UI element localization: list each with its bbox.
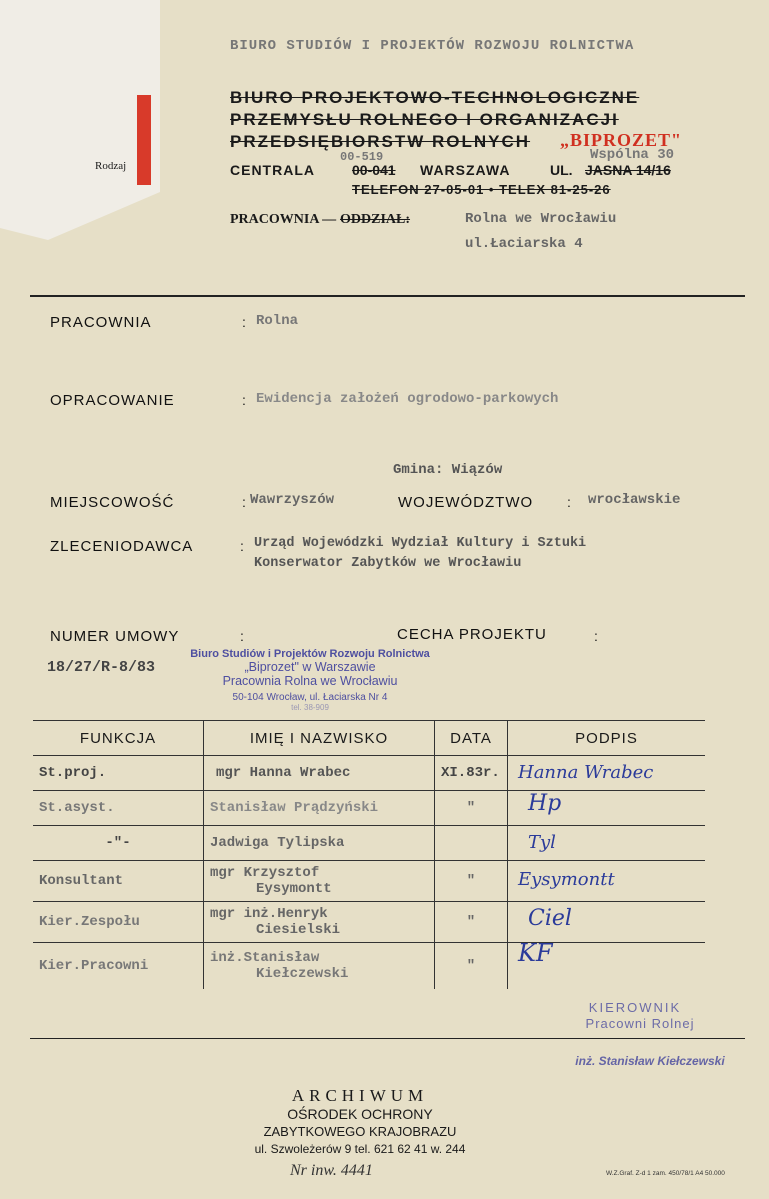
zleceniodawca-colon: : <box>240 538 244 554</box>
opracowanie-colon: : <box>242 392 246 408</box>
wojewodztwo-label: WOJEWÓDZTWO <box>398 494 534 511</box>
table-row <box>33 826 705 861</box>
archive-line-2: OŚRODEK OCHRONY <box>287 1106 433 1122</box>
signature-3: Tyl <box>528 832 556 853</box>
zleceniodawca-label: ZLECENIODAWCA <box>50 538 194 555</box>
row-6-podpis <box>508 939 706 990</box>
table-row <box>33 791 705 826</box>
brand-name: „BIPROZET" <box>560 130 683 150</box>
table-bottom-line <box>30 1038 745 1039</box>
row-5-podpis <box>508 902 706 943</box>
postcode-old: 00-041 <box>352 162 396 178</box>
pracownia-header-address: ul.Łaciarska 4 <box>465 236 583 252</box>
row-2-name: Stanisław Prądzyński <box>204 791 435 826</box>
cecha-projektu-label: CECHA PROJEKTU <box>397 626 547 643</box>
row-2-data: " <box>435 791 508 826</box>
signature-2: Hp <box>528 791 562 816</box>
row-2-funkcja: St.asyst. <box>33 791 204 826</box>
row-4-funkcja: Konsultant <box>33 861 204 902</box>
header-divider <box>30 295 745 297</box>
row-4-name <box>204 861 435 902</box>
header-top-line: BIURO STUDIÓW I PROJEKTÓW ROZWOJU ROLNICTWA <box>230 38 635 54</box>
table-row <box>33 861 705 902</box>
opracowanie-value: Ewidencja założeń ogrodowo-parkowych <box>256 391 559 407</box>
folded-paper-corner <box>0 0 160 240</box>
table-row <box>33 756 705 791</box>
row-6-funkcja: Kier.Pracowni <box>33 943 204 990</box>
signature-4: Eysymontt <box>518 869 615 890</box>
oddzial-label: ODDZIAŁ: <box>340 212 411 227</box>
row-1-podpis <box>508 756 706 791</box>
opracowanie-label: OPRACOWANIE <box>50 392 175 409</box>
row-5-name <box>204 902 435 943</box>
row-4-data: " <box>435 861 508 902</box>
pracownia-label: PRACOWNIA <box>50 314 152 331</box>
row-3-funkcja: -"- <box>33 826 204 861</box>
row-1-name: mgr Hanna Wrabec <box>204 756 435 791</box>
stamp-line-1: Biuro Studiów i Projektów Rozwoju Rolnictwa <box>190 648 430 660</box>
red-tab <box>137 95 151 185</box>
table-header-row <box>33 721 705 756</box>
gmina-value: Gmina: Wiązów <box>393 462 503 478</box>
row-6-data: " <box>435 943 508 990</box>
archive-title: ARCHIWUM <box>291 1086 429 1105</box>
print-code: W.Z.Graf. Z-d 1 zam. 450/78/1 A4 50.000 <box>606 1170 725 1177</box>
table-row <box>33 943 705 990</box>
row-4-name-line-2: Eysymontt <box>256 881 332 897</box>
row-2-podpis <box>508 791 706 826</box>
header-data: DATA <box>435 721 508 756</box>
row-6-name <box>204 943 435 990</box>
row-6-name-line-2: Kiełczewski <box>256 966 349 982</box>
org-line-2: PRZEMYSŁU ROLNEGO I ORGANIZACJI <box>230 110 619 129</box>
numer-umowy-value: 18/27/R-8/83 <box>47 659 156 676</box>
centrala-label: CENTRALA <box>230 162 315 178</box>
row-1-funkcja: St.proj. <box>33 756 204 791</box>
personnel-table <box>33 720 705 989</box>
street-old: JASNA 14/16 <box>585 162 671 178</box>
row-5-data: " <box>435 902 508 943</box>
row-5-name-line-2: Ciesielski <box>256 922 341 938</box>
header-podpis: PODPIS <box>508 721 706 756</box>
miejscowosc-label: MIEJSCOWOŚĆ <box>50 494 175 511</box>
wojewodztwo-colon: : <box>567 494 571 510</box>
rodzaj-label: Rodzaj <box>95 160 127 172</box>
header-imie-nazwisko: IMIĘ I NAZWISKO <box>204 721 435 756</box>
row-4-name-line-1: mgr Krzysztof <box>210 865 320 881</box>
org-line-1: BIURO PROJEKTOWO-TECHNOLOGICZNE <box>230 88 640 107</box>
wojewodztwo-value: wrocławskie <box>588 492 681 508</box>
inventory-number: Nr inw. 4441 <box>290 1162 373 1179</box>
archive-line-4: ul. Szwoleżerów 9 tel. 621 62 41 w. 244 <box>254 1142 466 1156</box>
institution-stamp <box>190 648 430 712</box>
numer-umowy-colon: : <box>240 628 244 644</box>
stamp-line-5: tel. 38-909 <box>291 703 329 712</box>
stamp-line-3: Pracownia Rolna we Wrocławiu <box>222 674 398 688</box>
stamp-line-2: „Biprozet" w Warszawie <box>244 660 376 674</box>
kierownik-stamp-line-2: Pracowni Rolnej <box>585 1016 695 1031</box>
row-6-name-line-1: inż.Stanisław <box>210 950 320 966</box>
phone-line: TELEFON 27-05-01 • TELEX 81-25-26 <box>352 182 611 197</box>
pracownia-header-value: Rolna we Wrocławiu <box>465 211 617 227</box>
header-funkcja: FUNKCJA <box>33 721 204 756</box>
postcode-new: 00-519 <box>340 150 384 164</box>
miejscowosc-value: Wawrzyszów <box>250 492 335 508</box>
row-5-funkcja: Kier.Zespołu <box>33 902 204 943</box>
stamp-line-4: 50-104 Wrocław, ul. Łaciarska Nr 4 <box>232 692 388 703</box>
org-line-3: PRZEDSIĘBIORSTW ROLNYCH <box>230 132 531 151</box>
zleceniodawca-line-1: Urząd Wojewódzki Wydział Kultury i Sztuki <box>254 536 587 551</box>
pracownia-header-label: PRACOWNIA — <box>230 212 337 227</box>
row-3-podpis <box>508 826 706 861</box>
row-1-data: XI.83r. <box>435 756 508 791</box>
street-new: Wspólna 30 <box>590 147 675 163</box>
cecha-projektu-colon: : <box>594 628 598 644</box>
city: WARSZAWA <box>420 162 511 178</box>
row-4-podpis <box>508 861 706 902</box>
pracownia-value: Rolna <box>256 313 299 329</box>
numer-umowy-label: NUMER UMOWY <box>50 628 180 645</box>
pracownia-colon: : <box>242 314 246 330</box>
kierownik-stamp-line-1: KIEROWNIK <box>588 1000 682 1015</box>
row-5-name-line-1: mgr inż.Henryk <box>210 906 328 922</box>
table-row <box>33 902 705 943</box>
street-prefix: UL. <box>550 162 573 178</box>
zleceniodawca-line-2: Konserwator Zabytków we Wrocławiu <box>254 556 522 571</box>
signature-6: KF <box>518 939 553 967</box>
row-3-data <box>435 826 508 861</box>
miejscowosc-colon: : <box>242 494 246 510</box>
archive-line-3: ZABYTKOWEGO KRAJOBRAZU <box>263 1124 457 1139</box>
signature-1: Hanna Wrabec <box>518 762 654 783</box>
row-3-name: Jadwiga Tylipska <box>204 826 435 861</box>
kierownik-stamp-name: inż. Stanisław Kiełczewski <box>575 1054 725 1068</box>
signature-5: Ciel <box>528 906 572 931</box>
